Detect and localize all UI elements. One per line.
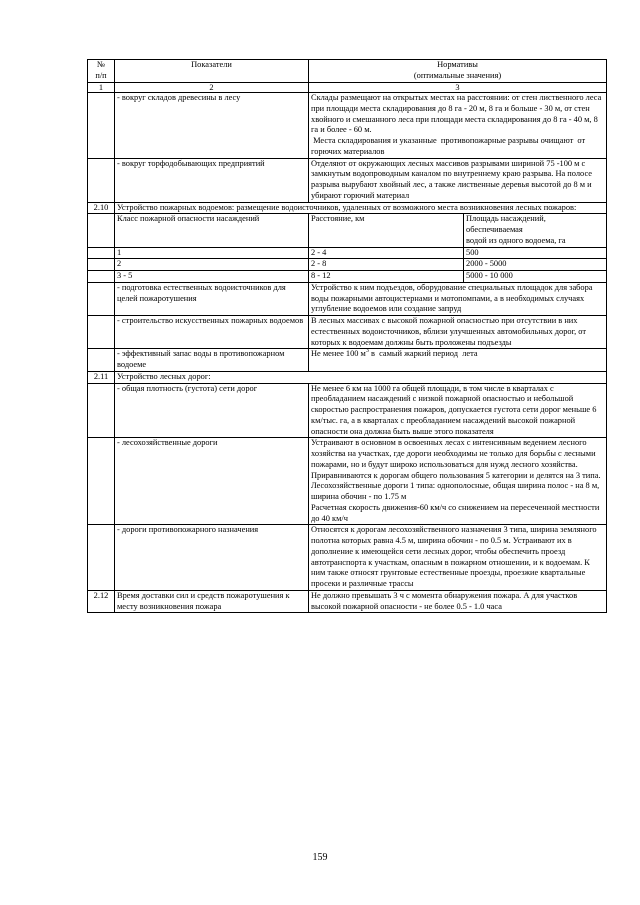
subtable-cell: 500 (464, 247, 607, 259)
row-number (88, 349, 115, 372)
section-title: Устройство пожарных водоемов: размещение водоисточников, удаленных от возможного места возникновения лесных пожаров: (115, 202, 607, 214)
header-norms-subtitle: (оптимальные значения) (413, 70, 502, 80)
row-number (88, 438, 115, 525)
indicator-cell: - вокруг торфодобывающих предприятий (115, 158, 309, 202)
subtable-row (88, 247, 607, 259)
table-row (88, 349, 607, 372)
column-number: 3 (309, 82, 607, 93)
table-row (88, 316, 607, 349)
header-indicators: Показатели (115, 60, 309, 83)
norm-cell: Относятся к дорогам лесохозяйственного назначения 3 типа, ширина земляного полотна которых равна 4.5 м, ширина обочин - по 0.5 м. Устраивают их в дополнение к имеющейся сети лесных дорог, чтобы обеспечить проезд автотранспорта к участкам, опасным в пожарном отношении, и к водоемам. К ним также относят грунтовые естественные проезды, проезжие квартальные просеки и различные трассы (309, 525, 607, 591)
subtable-cell: 1 (115, 247, 309, 259)
norm-cell (309, 349, 607, 372)
norm-cell (309, 93, 607, 159)
subtable-cell: 2000 - 5000 (464, 259, 607, 271)
norm-text: Склады размещают на открытых местах на расстоянии: от стен лиственного леса при площади места складирования до 8 га - 20 м, 8 га и больше - 30 м, от стен хвойного и смешанного леса при площади места складирования до 8 га - 40 м, 8 га и более - 60 м. (311, 93, 602, 135)
indicator-cell: - лесохозяйственные дороги (115, 438, 309, 525)
row-number (88, 383, 115, 438)
row-number (88, 282, 115, 315)
row-number (88, 525, 115, 591)
row-number (88, 214, 115, 247)
indicator-cell: Время доставки сил и средств пожаротушения к месту возникновения пожара (115, 590, 309, 613)
section-row (88, 202, 607, 214)
norm-text: Расчетная скорость движения-60 км/ч со снижением на пересеченной местности до 40 км/ч (311, 502, 600, 523)
subtable-cell: 3 - 5 (115, 271, 309, 283)
section-row (88, 371, 607, 383)
norm-text: в самый жаркий период лета (368, 349, 478, 359)
column-number: 2 (115, 82, 309, 93)
header-number: № п/п (88, 60, 115, 83)
header-norms-title: Нормативы (437, 60, 478, 69)
row-number (88, 158, 115, 202)
subtable-cell: 2 - 4 (309, 247, 464, 259)
table-row (88, 282, 607, 315)
table-row (88, 525, 607, 591)
table-row (88, 383, 607, 438)
superscript: 3 (365, 348, 369, 355)
row-number (88, 271, 115, 283)
norm-cell: Не должно превышать 3 ч с момента обнаружения пожара. А для участков высокой пожарной опасности - не более 0.5 - 1.0 часа (309, 590, 607, 613)
indicator-cell: - эффективный запас воды в противопожарном водоеме (115, 349, 309, 372)
indicator-cell: - вокруг складов древесины в лесу (115, 93, 309, 159)
indicator-cell: - подготовка естественных водоисточников для целей пожаротушения (115, 282, 309, 315)
indicator-cell: - строительство искусственных пожарных водоемов (115, 316, 309, 349)
subtable-head-cell: Расстояние, км (309, 214, 464, 247)
norm-cell: В лесных массивах с высокой пожарной опасностью при отсутствии в них естественных водоисточников, вблизи улучшенных автомобильных дорог, от которых к водоемам должны быть проложены подъезды (309, 316, 607, 349)
norm-cell: Устройство к ним подъездов, оборудование специальных площадок для забора воды пожарными автоцистернами и мотопомпами, а в необходимых случаях углубление водоемов или создание запруд (309, 282, 607, 315)
norm-text: Устраивают в основном в освоенных лесах с интенсивным ведением лесного хозяйства на участках, где дороги необходимы не только для борьбы с лесными пожарами, но и будут широко использоваться для нужд лесного хозяйства. Приравниваются к дорогам общего пользования 5 категории и делятся на 3 типа. (311, 438, 601, 480)
table-row (88, 158, 607, 202)
page-number: 159 (312, 852, 328, 863)
subtable-row (88, 271, 607, 283)
column-number: 1 (88, 82, 115, 93)
norm-cell: Не менее 6 км на 1000 га общей площади, в том числе в кварталах с преобладанием насаждений с низкой пожарной опасностью и небольшой скоростью распространения пожаров, допускается густота сети дорог меньше 6 км/тыс. га, а в кварталах с преобладанием насаждений высокой пожарной опасности она должна быть выше этого показателя (309, 383, 607, 438)
subtable-cell: 8 - 12 (309, 271, 464, 283)
section-row (88, 590, 607, 613)
header-norms (309, 60, 607, 83)
indicator-cell: - дороги противопожарного назначения (115, 525, 309, 591)
subtable-head-cell: Площадь насаждений, обеспечиваемая водой из одного водоема, га (464, 214, 607, 247)
subtable-header-row (88, 214, 607, 247)
table-row (88, 438, 607, 525)
indicator-cell: - общая плотность (густота) сети дорог (115, 383, 309, 438)
column-number-row (88, 82, 607, 93)
norms-table (87, 59, 607, 613)
subtable-row (88, 259, 607, 271)
norm-cell (309, 438, 607, 525)
norm-text: Лесохозяйственные дороги 1 типа: однополосные, общая ширина полос - на 8 м, ширина обочин - по 1.75 м (311, 481, 600, 502)
section-title: Устройство лесных дорог: (115, 371, 607, 383)
norm-text: Не менее 100 м (311, 349, 366, 359)
row-number (88, 247, 115, 259)
norm-text: Места складирования и указанные противопожарные разрывы очищают от горючих материалов (311, 136, 588, 156)
subtable-head-cell: Класс пожарной опасности насаждений (115, 214, 309, 247)
row-number (88, 259, 115, 271)
norm-cell: Отделяют от окружающих лесных массивов разрывами шириной 75 -100 м с замкнутым водопроводным каналом по внутреннему краю разрыва. На полосе разрыва вырубают хвойный лес, а также лиственные деревья высотой до 8 м и убирают горючий материал (309, 158, 607, 202)
subtable-cell: 5000 - 10 000 (464, 271, 607, 283)
section-number: 2.11 (88, 371, 115, 383)
subtable-cell: 2 (115, 259, 309, 271)
table-row (88, 93, 607, 159)
table-header-row (88, 60, 607, 83)
subtable-cell: 2 - 8 (309, 259, 464, 271)
section-number: 2.12 (88, 590, 115, 613)
section-number: 2.10 (88, 202, 115, 214)
row-number (88, 316, 115, 349)
row-number (88, 93, 115, 159)
